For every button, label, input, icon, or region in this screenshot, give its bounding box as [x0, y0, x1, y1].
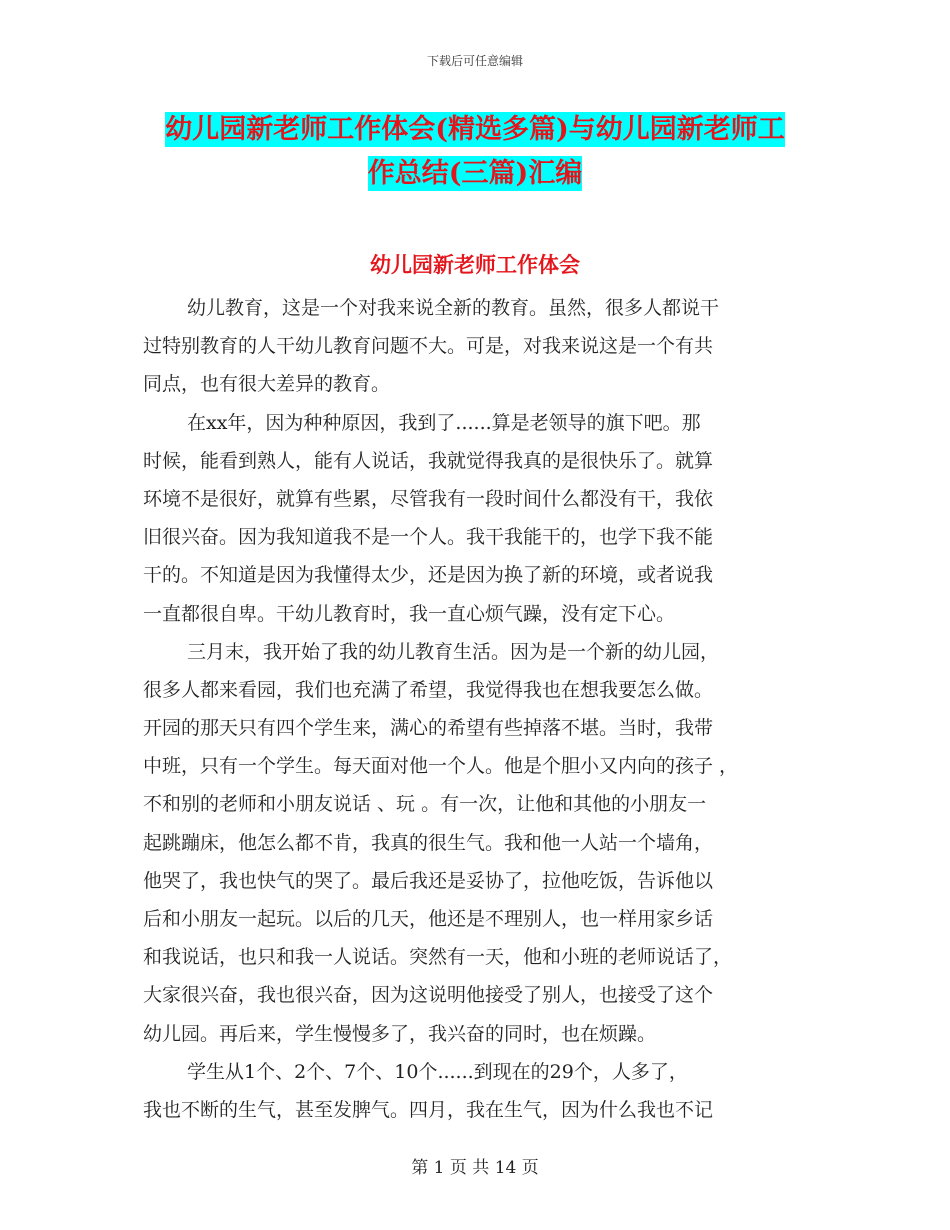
paragraph-line: 在xx年，因为种种原因，我到了......算是老领导的旗下吧。那	[187, 411, 701, 434]
paragraph-line: 不和别的老师和小朋友说话 、玩 。有一次，让他和其他的小朋友一	[143, 793, 707, 816]
paragraph-line: 三月末，我开始了我的幼儿教育生活。因为是一个新的幼儿园，	[187, 640, 720, 663]
paragraph-line: 大家很兴奋，我也很兴奋，因为这说明他接受了别人，也接受了这个	[143, 984, 714, 1007]
document-title-line-2-text: 作总结(三篇)汇编	[367, 158, 583, 189]
paragraph-line: 起跳蹦床，他怎么都不肯，我真的很生气。我和他一人站一个墙角，	[143, 831, 714, 854]
document-title-line-1-text: 幼儿园新老师工作体会(精选多篇)与幼儿园新老师工	[165, 114, 785, 145]
paragraph-line: 幼儿教育，这是一个对我来说全新的教育。虽然，很多人都说干	[187, 297, 720, 319]
paragraph-line: 很多人都来看园，我们也充满了希望，我觉得我也在想我要怎么做。	[143, 678, 714, 701]
paragraph-line: 时候，能看到熟人，能有人说话，我就觉得我真的是很快乐了。就算	[143, 449, 714, 472]
paragraph-line: 过特别教育的人干幼儿教育问题不大。可是，对我来说这是一个有共	[143, 335, 714, 358]
paragraph-line: 旧很兴奋。因为我知道我不是一个人。我干我能干的，也学下我不能	[143, 526, 714, 549]
document-title-line-1	[0, 113, 950, 147]
paragraph-line: 环境不是很好，就算有些累，尽管我有一段时间什么都没有干，我依	[143, 487, 714, 510]
paragraph-line: 同点，也有很大差异的教育。	[143, 373, 391, 396]
page-header-note: 下载后可任意编辑	[426, 54, 523, 68]
paragraph-line: 幼儿园。再后来，学生慢慢多了，我兴奋的同时，也在烦躁。	[143, 1022, 657, 1045]
paragraph-line: 一直都很自卑。干幼儿教育时，我一直心烦气躁，没有定下心。	[143, 602, 676, 625]
paragraph-line: 后和小朋友一起玩。以后的几天，他还是不理别人，也一样用家乡话	[143, 908, 714, 930]
body-text	[143, 289, 823, 1129]
paragraph-line: 和我说话，也只和我一人说话。突然有一天，他和小班的老师说话了，	[143, 946, 733, 969]
page-number-footer: 第 1 页 共 14 页	[411, 1158, 539, 1178]
section-heading: 幼儿园新老师工作体会	[370, 252, 580, 277]
paragraph-line: 学生从1个、2个、7个、10个......到现在的29个，人多了，	[187, 1060, 688, 1083]
document-title-line-2	[0, 157, 950, 191]
paragraph-line: 开园的那天只有四个学生来，满心的希望有些掉落不堪。当时，我带	[143, 717, 714, 740]
paragraph-line: 我也不断的生气，甚至发脾气。四月，我在生气，因为什么我也不记	[143, 1098, 714, 1121]
paragraph-line: 干的。不知道是因为我懂得太少，还是因为换了新的环境，或者说我	[143, 564, 714, 587]
paragraph-line: 中班，只有一个学生。每天面对他一个人。他是个胆小又内向的孩子 ，	[143, 755, 739, 778]
paragraph-line: 他哭了，我也快气的哭了。最后我还是妥协了，拉他吃饭，告诉他以	[143, 869, 714, 892]
